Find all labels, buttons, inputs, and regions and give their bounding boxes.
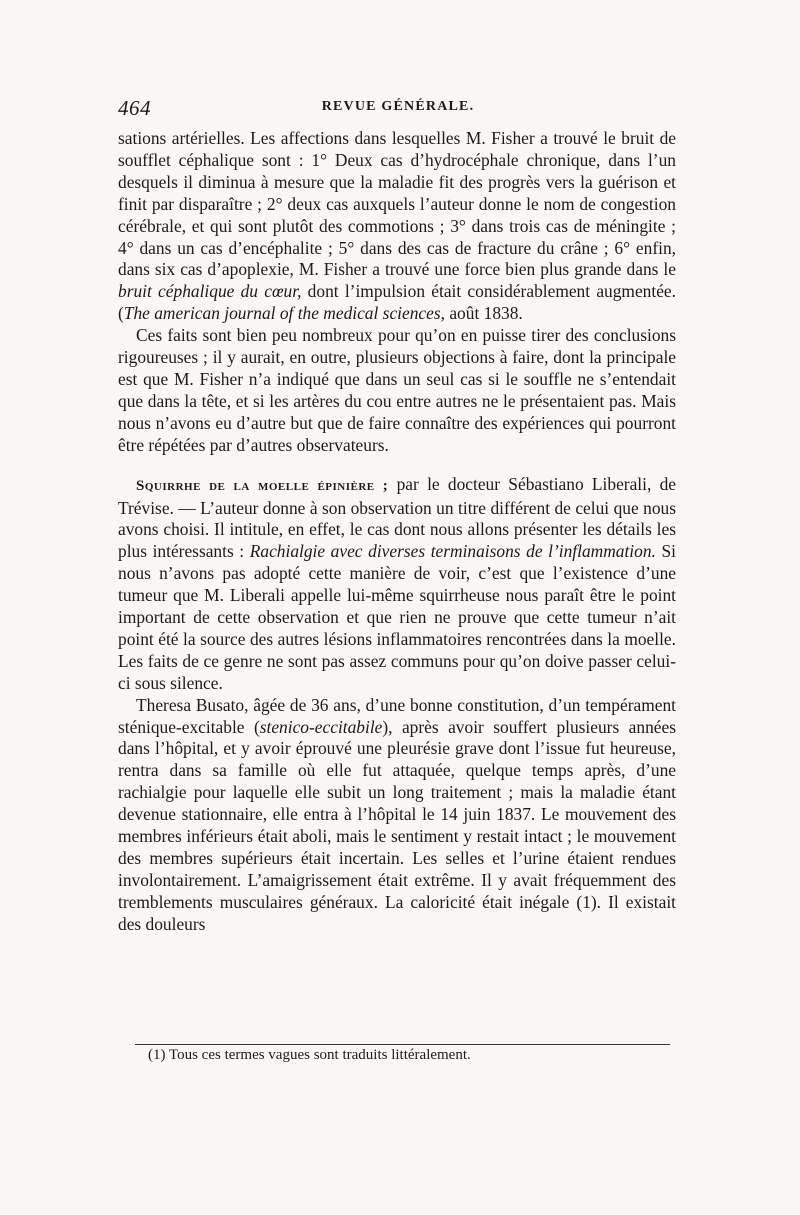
- paragraph-squirrhe: [118, 474, 676, 695]
- text-run: par le docteur Sébastiano Liberali, de Trévise. — L’auteur donne à son observation un titre différent de celui que nous avons choisi. Il intitule, en effet, le cas dont nous allons présenter les détails les plus intéressants :: [118, 473, 676, 562]
- text-run: août 1838.: [444, 303, 523, 324]
- text-run: dont l’impulsion était considérablement augmentée. (: [118, 281, 676, 324]
- page-header: [118, 96, 678, 122]
- section-spacer: [118, 457, 676, 474]
- running-title: REVUE GÉNÉRALE.: [321, 99, 475, 114]
- page-number: 464: [118, 96, 151, 120]
- italic-term: bruit céphalique du cœur,: [118, 281, 302, 302]
- text-run: sations artérielles. Les affections dans lesquelles M. Fisher a trouvé le bruit de soufflet céphalique sont : 1° Deux cas d’hydrocéphale chronique, dans l’un desquels il diminua à mesure que la maladie fit des progrès vers la guérison et finit par disparaître ; 2° deux cas auxquels l’auteur donne le nom de congestion cérébrale, et qui sont plutôt des commotions ; 3° dans trois cas de méningite ; 4° dans un cas d’encéphalite ; 5° dans des cas de fracture du crâne ; 6° enfin, dans six cas d’apoplexie, M. Fisher a trouvé une force bien plus grande dans le: [118, 128, 676, 280]
- body-text: [118, 128, 676, 936]
- text-run: Theresa Busato, âgée de 36 ans, d’une bonne constitution, d’un tempérament sténique-excitable (: [118, 694, 676, 737]
- text-run: Si nous n’avons pas adopté cette manière de voir, c’est que l’existence d’une tumeur que M. Liberali appelle lui-même squirrheuse nous paraît être le point important de cette observation et que rien ne prouve que cette tumeur n’ait point été la source des autres lésions inflammatoires rencontrées dans la moelle. Les faits de ce genre ne sont pas assez communs pour qu’on doive passer celui-ci sous silence.: [118, 541, 676, 693]
- footnote-divider: [135, 1044, 670, 1045]
- italic-title: Rachialgie avec diverses terminaisons de l’inflammation.: [249, 541, 656, 562]
- italic-term: stenico-eccitabile: [259, 716, 383, 737]
- paragraph-case-report: [118, 695, 676, 936]
- paragraph-remarks: Ces faits sont bien peu nombreux pour qu’on en puisse tirer des conclusions rigoureuses ; il y aurait, en outre, plusieurs objections à faire, dont la principale est que M. Fisher n’a indiqué que dans un seul cas si le souffle ne s’entendait que dans la tête, et si les artères du cou entre autres ne le présentaient pas. Mais nous n’avons eu d’autre but que de faire connaître des expériences qui pourront être répétées par d’autres observateurs.: [118, 325, 676, 455]
- section-heading: Squirrhe de la moelle épinière ;: [136, 477, 389, 494]
- text-run: ), après avoir souffert plusieurs années dans l’hôpital, et y avoir éprouvé une pleurésie grave dont l’issue fut heureuse, rentra dans sa famille où elle fut attaquée, quelque temps après, d’une rachialgie pour laquelle elle subit un long traitement ; mais la maladie étant devenue stationnaire, elle entra à l’hôpital le 14 juin 1837. Le mouvement des membres inférieurs était aboli, mais le sentiment y restait intact ; le mouvement des membres supérieurs était incertain. Les selles et l’urine étaient rendues involontairement. L’amaigrissement était extrême. Il y avait fréquemment des tremblements musculaires généraux. La caloricité était inégale (1). Il existait des douleurs: [118, 716, 676, 934]
- footnote: (1) Tous ces termes vagues sont traduits littéralement.: [148, 1047, 471, 1063]
- paragraph-fisher-conclusion: [118, 128, 676, 325]
- journal-citation: The american journal of the medical sciences,: [123, 303, 445, 324]
